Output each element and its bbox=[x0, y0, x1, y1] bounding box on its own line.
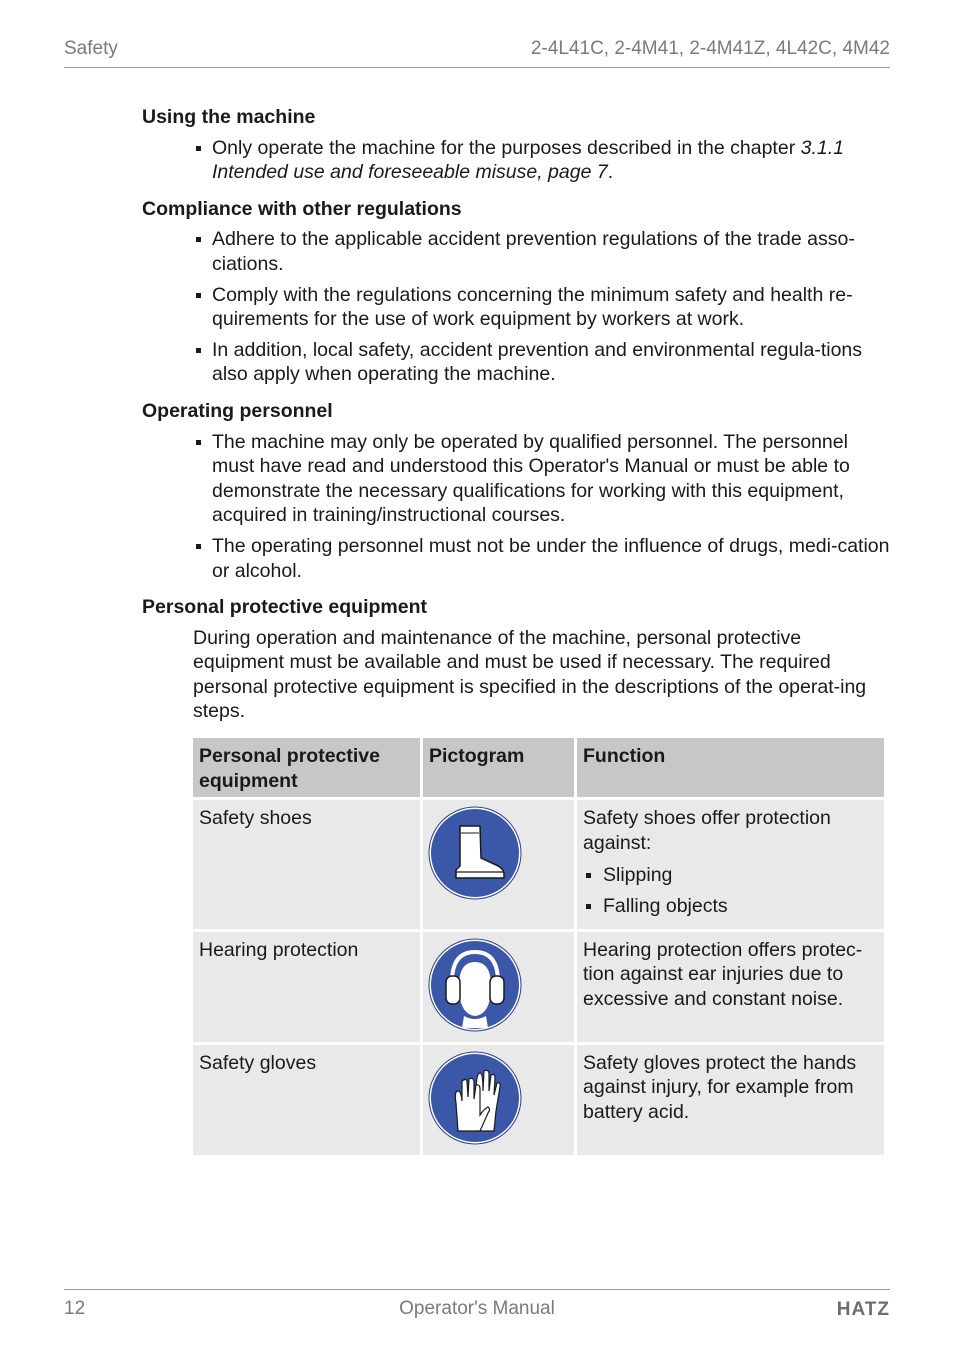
brand-logo: HATZ bbox=[836, 1299, 890, 1320]
function-cell: Safety gloves protect the hands against injury, for example from battery acid. bbox=[577, 1045, 884, 1155]
pictogram-cell bbox=[423, 1045, 574, 1155]
pictogram-cell bbox=[423, 800, 574, 928]
page-number: 12 bbox=[64, 1298, 86, 1319]
equipment-cell: Safety gloves bbox=[193, 1045, 420, 1155]
function-cell bbox=[577, 800, 884, 928]
pictogram-cell bbox=[423, 932, 574, 1042]
compliance-list bbox=[142, 227, 890, 387]
col-header-equipment: Personal protective equipment bbox=[193, 738, 420, 797]
col-header-pictogram: Pictogram bbox=[423, 738, 574, 797]
chapter-reference: 3.1.1 Intended use and foreseeable misuse, page 7 bbox=[212, 136, 844, 184]
ear-protection-icon bbox=[428, 938, 522, 1032]
list-item: Comply with the regulations concerning the minimum safety and health re-quirements for the use of work equipment by workers at work. bbox=[142, 283, 890, 332]
page-footer bbox=[64, 1289, 890, 1330]
using-list bbox=[142, 136, 890, 185]
table-row bbox=[193, 800, 884, 928]
equipment-cell: Hearing protection bbox=[193, 932, 420, 1042]
page-content bbox=[142, 105, 890, 1158]
heading-compliance: Compliance with other regulations bbox=[142, 197, 462, 220]
equipment-cell: Safety shoes bbox=[193, 800, 420, 928]
list-item: Only operate the machine for the purposes described in the chapter 3.1.1 Intended use and foreseeable misuse, page 7. bbox=[142, 136, 890, 185]
table-row bbox=[193, 1045, 884, 1155]
heading-ppe: Personal protective equipment bbox=[142, 596, 427, 619]
footer-title: Operator's Manual bbox=[399, 1298, 555, 1319]
safety-gloves-icon bbox=[428, 1051, 522, 1145]
function-list bbox=[583, 863, 878, 918]
function-cell: Hearing protection offers protec-tion against ear injuries due to excessive and constant noise. bbox=[577, 932, 884, 1042]
list-item: The operating personnel must not be under the influence of drugs, medi-cation or alcohol. bbox=[142, 534, 890, 583]
page-header bbox=[64, 36, 890, 68]
safety-boot-icon bbox=[428, 806, 522, 900]
personnel-list bbox=[142, 430, 890, 584]
heading-using-machine: Using the machine bbox=[142, 106, 316, 128]
list-item: Falling objects bbox=[583, 894, 878, 919]
table-header-row bbox=[193, 738, 884, 797]
list-item: Adhere to the applicable accident prevention regulations of the trade asso-ciations. bbox=[142, 227, 890, 276]
ppe-table bbox=[190, 735, 887, 1158]
list-item: Slipping bbox=[583, 863, 878, 888]
header-models: 2-4L41C, 2-4M41, 2-4M41Z, 4L42C, 4M42 bbox=[530, 38, 890, 59]
header-section: Safety bbox=[64, 38, 118, 59]
list-item: The machine may only be operated by qualified personnel. The personnel must have read and understood this Operator's Manual or must be able to demonstrate the necessary qualifications for working with this equipment, acquired in training/instructional courses. bbox=[142, 430, 890, 528]
list-item: In addition, local safety, accident prevention and environmental regula-tions also apply when operating the machine. bbox=[142, 338, 890, 387]
col-header-function: Function bbox=[577, 738, 884, 797]
ppe-intro: During operation and maintenance of the machine, personal protective equipment must be available and must be used if necessary. The required personal protective equipment is specified in the descriptions of the operat-ing steps. bbox=[193, 626, 867, 723]
table-row bbox=[193, 932, 884, 1042]
function-text: Safety shoes offer protection against: bbox=[583, 807, 831, 854]
heading-operating-personnel: Operating personnel bbox=[142, 399, 333, 422]
